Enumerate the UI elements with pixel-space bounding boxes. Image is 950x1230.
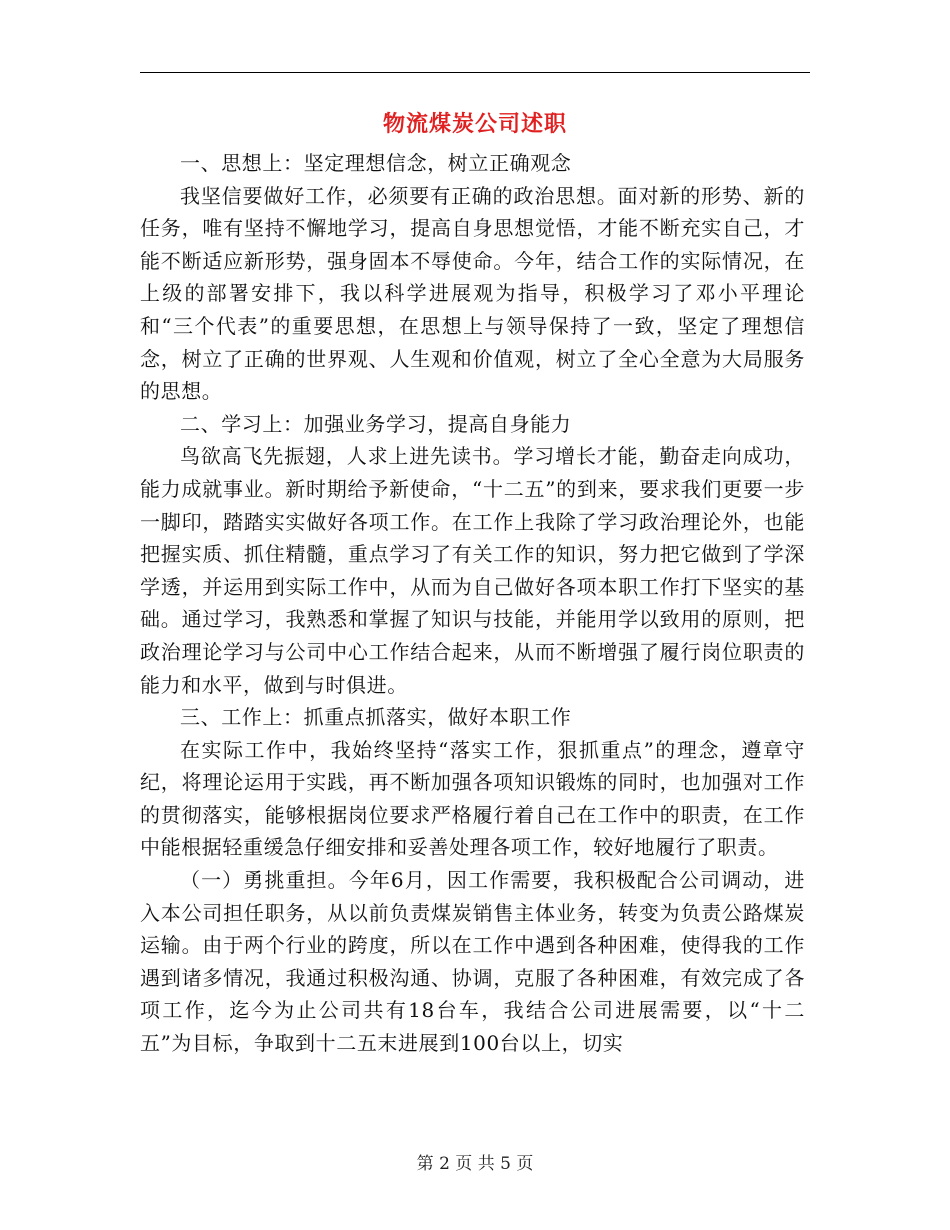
heading-ideology: 一、思想上：坚定理想信念，树立正确观念 [180, 151, 572, 175]
paragraph-ideology: 我坚信要做好工作，必须要有正确的政治思想。面对新的形势、新的任务，唯有坚持不懈地学习，提高自身思想觉悟，才能不断充实自己，才能不断适应新形势，强身固本不辱使命。今年，结合工作的实际情况，在上级的部署安排下，我以科学进展观为指导，积极学习了邓小平理论和“三个代表”的重要思想，在思想上与领导保持了一致，坚定了理想信念，树立了正确的世界观、人生观和价值观，树立了全心全意为大局服务的思想。 [140, 183, 805, 404]
document-body [140, 147, 805, 1060]
page-number: 第 2 页 共 5 页 [416, 1154, 534, 1174]
heading-work: 三、工作上：抓重点抓落实，做好本职工作 [180, 705, 572, 730]
document-title: 物流煤炭公司述职 [382, 111, 567, 137]
paragraph-responsibility: （一）勇挑重担。今年6月，因工作需要，我积极配合公司调动，进入本公司担任职务，从以前负责煤炭销售主体业务，转变为负责公路煤炭运输。由于两个行业的跨度，所以在工作中遇到各种困难，使得我的工作遇到诸多情况，我通过积极沟通、协调，克服了各种困难，有效完成了各项工作，迄今为止公司共有18台车，我结合公司进展需要，以“十二五”为目标，争取到十二五末进展到100台以上，切实 [140, 868, 805, 1056]
header-rule [140, 72, 810, 73]
heading-study: 二、学习上：加强业务学习，提高自身能力 [180, 411, 572, 436]
paragraph-study: 鸟欲高飞先振翅，人求上进先读书。学习增长才能，勤奋走向成功，能力成就事业。新时期给予新使命，“十二五”的到来，要求我们更要一步一脚印，踏踏实实做好各项工作。在工作上我除了学习政治理论外，也能把握实质、抓住精髓，重点学习了有关工作的知识，努力把它做到了学深学透，并运用到实际工作中，从而为自己做好各项本职工作打下坚实的基础。通过学习，我熟悉和掌握了知识与技能，并能用学以致用的原则，把政治理论学习与公司中心工作结合起来，从而不断增强了履行岗位职责的能力和水平，做到与时俱进。 [140, 444, 805, 697]
paragraph-work: 在实际工作中，我始终坚持“落实工作，狠抓重点”的理念，遵章守纪，将理论运用于实践，再不断加强各项知识锻炼的同时，也加强对工作的贯彻落实，能够根据岗位要求严格履行着自己在工作中的职责，在工作中能根据轻重缓急仔细安排和妥善处理各项工作，较好地履行了职责。 [140, 737, 805, 860]
